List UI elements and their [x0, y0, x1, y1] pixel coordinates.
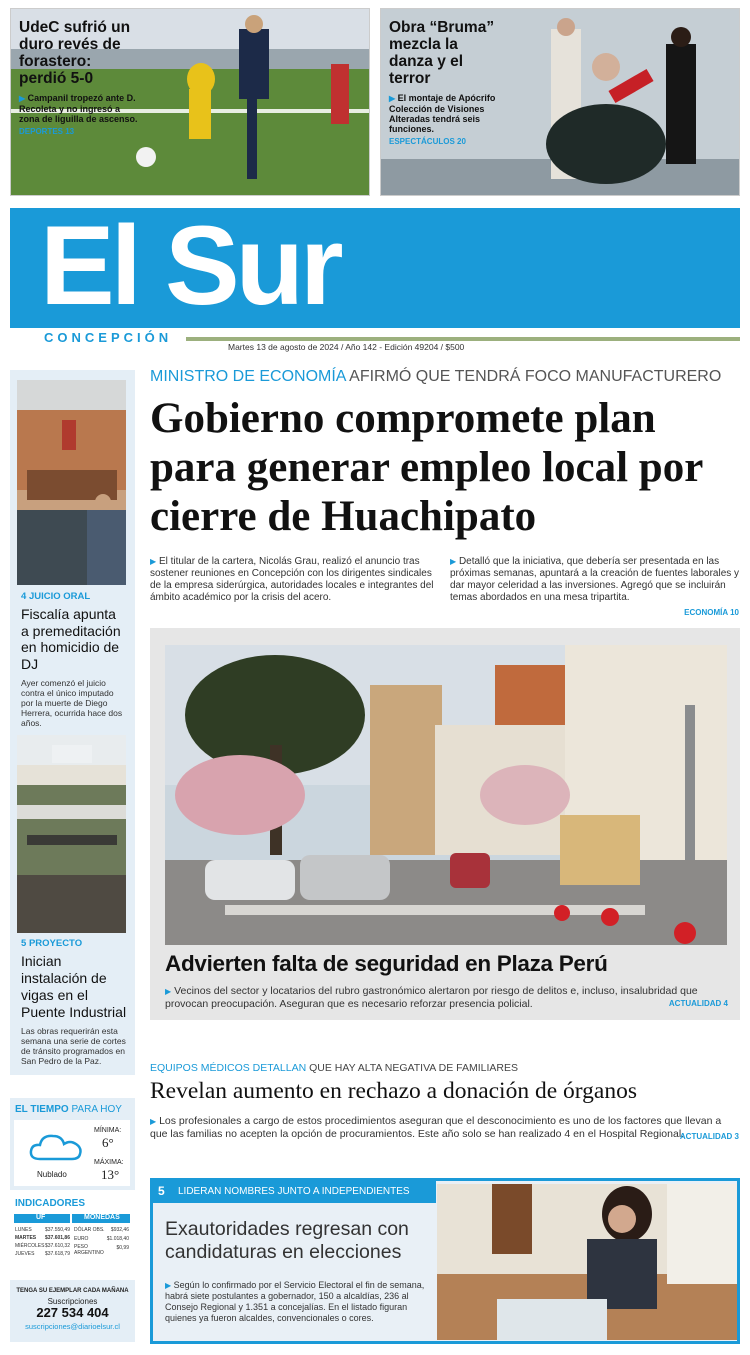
lead-col1: El titular de la cartera, Nicolás Grau, realizó el anuncio tras sostener reuniones en Concepción con los dirigentes sindicales de la empresa siderúrgica, autoridades locales e integrantes del ámbito académico por la crisis del acero.: [150, 556, 434, 603]
bullet-triangle-icon: ▶: [450, 557, 457, 566]
bullet-triangle-icon: ▶: [165, 987, 172, 996]
election-headline[interactable]: Exautoridades regresan con candidaturas en elecciones: [165, 1218, 409, 1263]
teaser-left-section: DEPORTES 13: [19, 127, 75, 136]
teaser-left[interactable]: [10, 8, 370, 196]
election-text: Según lo confirmado por el Servicio Electoral el fin de semana, habrá siete postulantes a gobernador, 150 a alcaldías, 236 al Consejo Regional y 1.351 a concejalías. En el listado figuran quienes ya fueron alcaldes, convencionales o cores.: [165, 1280, 425, 1323]
organ-headline[interactable]: Revelan aumento en rechazo a donación de órganos: [150, 1078, 637, 1104]
cloud-icon: [28, 1131, 84, 1161]
fx-row: PESO ARGENTINO $0,99: [74, 1244, 129, 1256]
weather-box: [10, 1098, 135, 1190]
courtroom-photo: [17, 380, 126, 585]
sidebar-story2-section: PROYECTO: [28, 938, 83, 949]
lead-section: ECONOMÍA 10: [684, 608, 739, 617]
indicators-title: INDICADORES: [15, 1198, 86, 1209]
organ-text: Los profesionales a cargo de estos procedimientos aseguran que el desconocimiento es uno de los factores que llevan a que las familias no acepten la opción de procuramientos. Este año solo se han realizado 4 en el Hospital Regional.: [150, 1115, 722, 1140]
bullet-triangle-icon: ▶: [389, 94, 396, 103]
dateline: Martes 13 de agosto de 2024 / Año 142 - Edición 49204 / $500: [228, 342, 465, 352]
bullet-triangle-icon: ▶: [150, 557, 157, 566]
weather-min-label: MÍNIMA:: [94, 1127, 122, 1134]
indicators-fx-header: MONEDAS: [84, 1214, 120, 1221]
uf-row: LUNES $37.550,49: [15, 1227, 70, 1233]
election-page: 5: [158, 1184, 165, 1198]
weather-min: 6°: [102, 1135, 114, 1150]
lead-col2: Detalló que la iniciativa, que debería ser presentada en las próximas semanas, apuntará a la creación de fuentes laborales y dar mayor celeridad a las inversiones. Agregó que se incluirán temas abordados en una mesa tripartita.: [450, 556, 740, 603]
weather-title: EL TIEMPO: [15, 1104, 69, 1115]
teaser-right[interactable]: [380, 8, 740, 196]
weather-max-label: MÁXIMA:: [94, 1159, 124, 1166]
sidebar-story2-text: Las obras requerirán esta semana una serie de cortes de tránsito programados en San Pedro de la Paz.: [21, 1026, 126, 1066]
photo-story-text: Vecinos del sector y locatarios del rubro gastronómico alertaron por riesgo de delitos e, incluso, insalubridad que provocan preocupación. Aseguran que es necesario reforzar presencia policial.: [165, 985, 698, 1010]
uf-row: MIÉRCOLES $37.610,32: [15, 1243, 70, 1249]
indicators-box: [10, 1196, 135, 1268]
sidebar-story1-page: 4: [21, 591, 27, 602]
fx-row: DÓLAR OBS. $932,46: [74, 1227, 129, 1233]
subscribe-box: [10, 1280, 135, 1342]
sidebar-story2-page: 5: [21, 938, 27, 949]
election-kicker: LIDERAN NOMBRES JUNTO A INDEPENDIENTES: [178, 1186, 410, 1197]
organ-kicker-gray: QUE HAY ALTA NEGATIVA DE FAMILIARES: [309, 1062, 519, 1074]
organ-section: ACTUALIDAD 3: [679, 1132, 739, 1141]
weather-max: 13°: [101, 1167, 120, 1182]
masthead-rule: [186, 337, 740, 341]
sidebar-story1-headline[interactable]: Fiscalía apunta a premeditación en homicidio de DJ: [21, 606, 121, 672]
organ-kicker-blue: EQUIPOS MÉDICOS DETALLAN: [150, 1062, 307, 1074]
teaser-right-headline[interactable]: Obra “Bruma” mezcla la danza y el terror: [389, 19, 495, 87]
lead-kicker-blue: MINISTRO DE ECONOMÍA: [150, 368, 346, 385]
subscribe-label: Suscripciones: [47, 1297, 98, 1306]
photo-story-headline[interactable]: Advierten falta de seguridad en Plaza Perú: [165, 951, 608, 976]
lead-headline[interactable]: Gobierno compromete plan para generar empleo local por cierre de Huachipato: [150, 395, 703, 540]
sidebar-story1-section: JUICIO ORAL: [28, 591, 91, 602]
subscribe-email[interactable]: suscripciones@diarioelsur.cl: [25, 1322, 120, 1331]
uf-row: JUEVES $37.618,79: [15, 1251, 70, 1257]
masthead-logo: El Sur: [40, 203, 340, 328]
ballot-photo: [437, 1184, 737, 1340]
masthead-city: CONCEPCIÓN: [44, 330, 173, 345]
bullet-triangle-icon: ▶: [165, 1281, 172, 1290]
subscribe-phone[interactable]: 227 534 404: [36, 1305, 109, 1320]
teaser-right-summary: El montaje de Apócrifo Colección de Visiones Alteradas tendrá seis funciones.: [389, 93, 496, 134]
bridge-photo: [17, 735, 126, 933]
bullet-triangle-icon: ▶: [150, 1117, 157, 1126]
sidebar-story2-headline[interactable]: Inician instalación de vigas en el Puente Industrial: [21, 953, 127, 1020]
bullet-triangle-icon: ▶: [19, 94, 26, 103]
photo-story-section: ACTUALIDAD 4: [668, 999, 728, 1008]
teaser-left-headline[interactable]: UdeC sufrió un duro revés de forastero: perdió 5-0: [19, 19, 131, 87]
masthead[interactable]: [10, 203, 740, 328]
weather-title-suffix: PARA HOY: [71, 1104, 122, 1115]
plaza-peru-photo: [165, 645, 727, 945]
fx-row: EURO $1.018,40: [74, 1236, 129, 1242]
sidebar-story1-text: Ayer comenzó el juicio contra el único imputado por la muerte de Diego Herrera, ocurrida hace dos años.: [21, 678, 123, 728]
teaser-right-section: ESPECTÁCULOS 20: [389, 137, 466, 146]
subscribe-cta: TENGA SU EJEMPLAR CADA MAÑANA: [16, 1288, 129, 1294]
teaser-left-summary: Campanil tropezó ante D. Recoleta y no ingresó a zona de liguilla de ascenso.: [19, 93, 138, 124]
indicators-uf-header: UF: [36, 1214, 46, 1221]
weather-condition: Nublado: [37, 1170, 67, 1179]
lead-kicker-gray: AFIRMÓ QUE TENDRÁ FOCO MANUFACTURERO: [349, 368, 722, 385]
uf-row: MARTES $37.601,86: [15, 1235, 70, 1241]
